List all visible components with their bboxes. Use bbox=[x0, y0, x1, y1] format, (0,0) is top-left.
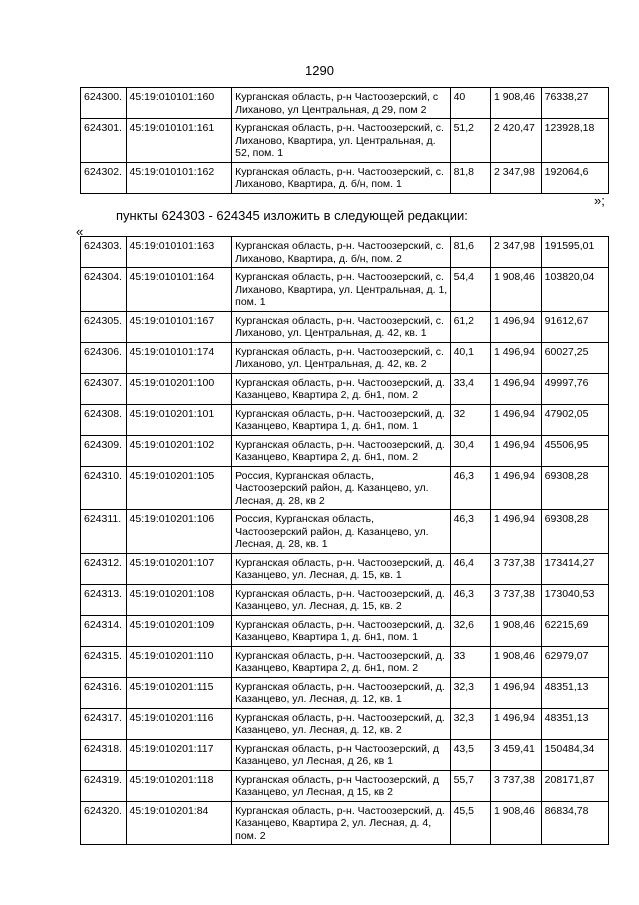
area-cell: 32,3 bbox=[450, 708, 490, 739]
price-cell: 2 347,98 bbox=[490, 237, 541, 268]
price-cell: 1 496,94 bbox=[490, 708, 541, 739]
area-cell: 33,4 bbox=[450, 373, 490, 404]
address-cell: Россия, Курганская область, Частоозерский район, д. Казанцево, ул. Лесная, д. 28, кв. 1 bbox=[232, 510, 450, 554]
closing-quote: »; bbox=[594, 193, 605, 208]
property-table-after bbox=[80, 236, 609, 845]
cost-cell: 47902,05 bbox=[541, 404, 608, 435]
item-number-cell: 624311. bbox=[81, 510, 127, 554]
area-cell: 40 bbox=[450, 88, 490, 119]
item-number-cell: 624315. bbox=[81, 646, 127, 677]
cadastral-number-cell: 45:19:010201:101 bbox=[126, 404, 232, 435]
table-row bbox=[81, 466, 609, 510]
address-cell: Курганская область, р-н. Частоозерский, д. Казанцево, ул. Лесная, д. 15, кв. 1 bbox=[232, 553, 450, 584]
address-cell: Курганская область, р-н. Частоозерский, д. Казанцево, Квартира 2, д. бн1, пом. 2 bbox=[232, 646, 450, 677]
cost-cell: 208171,87 bbox=[541, 770, 608, 801]
table-row bbox=[81, 584, 609, 615]
address-cell: Курганская область, р-н. Частоозерский, с. Лиханово, Квартира, д. б/н, пом. 1 bbox=[232, 162, 450, 193]
address-cell: Курганская область, р-н. Частоозерский, д. Казанцево, Квартира 2, д. бн1, пом. 2 bbox=[232, 373, 450, 404]
cost-cell: 49997,76 bbox=[541, 373, 608, 404]
item-number-cell: 624317. bbox=[81, 708, 127, 739]
price-cell: 3 737,38 bbox=[490, 553, 541, 584]
table-row bbox=[81, 708, 609, 739]
cadastral-number-cell: 45:19:010201:105 bbox=[126, 466, 232, 510]
cadastral-number-cell: 45:19:010201:106 bbox=[126, 510, 232, 554]
table-row bbox=[81, 770, 609, 801]
item-number-cell: 624309. bbox=[81, 435, 127, 466]
cost-cell: 191595,01 bbox=[541, 237, 608, 268]
cost-cell: 173414,27 bbox=[541, 553, 608, 584]
address-cell: Курганская область, р-н. Частоозерский, д. Казанцево, ул. Лесная, д. 15, кв. 2 bbox=[232, 584, 450, 615]
address-cell: Курганская область, р-н. Частоозерский, с. Лиханово, Квартира, ул. Центральная, д. 1, пом. 1 bbox=[232, 268, 450, 312]
area-cell: 61,2 bbox=[450, 311, 490, 342]
area-cell: 40,1 bbox=[450, 342, 490, 373]
item-number-cell: 624312. bbox=[81, 553, 127, 584]
item-number-cell: 624306. bbox=[81, 342, 127, 373]
price-cell: 1 908,46 bbox=[490, 615, 541, 646]
price-cell: 1 496,94 bbox=[490, 466, 541, 510]
price-cell: 1 908,46 bbox=[490, 646, 541, 677]
table-row bbox=[81, 162, 609, 193]
address-cell: Курганская область, р-н. Частоозерский, д. Казанцево, Квартира 1, д. бн1, пом. 1 bbox=[232, 404, 450, 435]
area-cell: 46,3 bbox=[450, 510, 490, 554]
amendment-instruction: пункты 624303 - 624345 изложить в следующей редакции: bbox=[116, 208, 468, 223]
address-cell: Курганская область, р-н. Частоозерский, д. Казанцево, ул. Лесная, д. 12, кв. 1 bbox=[232, 677, 450, 708]
cadastral-number-cell: 45:19:010101:167 bbox=[126, 311, 232, 342]
table-row bbox=[81, 88, 609, 119]
opening-quote: « bbox=[76, 224, 84, 239]
area-cell: 45,5 bbox=[450, 801, 490, 845]
table-row bbox=[81, 404, 609, 435]
item-number-cell: 624320. bbox=[81, 801, 127, 845]
area-cell: 43,5 bbox=[450, 739, 490, 770]
price-cell: 1 908,46 bbox=[490, 88, 541, 119]
address-cell: Курганская область, р-н. Частоозерский, д. Казанцево, Квартира 1, д. бн1, пом. 1 bbox=[232, 615, 450, 646]
address-cell: Курганская область, р-н Частоозерский, д Казанцево, ул Лесная, д 26, кв 1 bbox=[232, 739, 450, 770]
table-row bbox=[81, 677, 609, 708]
cost-cell: 69308,28 bbox=[541, 466, 608, 510]
item-number-cell: 624316. bbox=[81, 677, 127, 708]
table-row bbox=[81, 268, 609, 312]
address-cell: Курганская область, р-н. Частоозерский, д. Казанцево, Квартира 2, д. бн1, пом. 2 bbox=[232, 435, 450, 466]
item-number-cell: 624300. bbox=[81, 88, 127, 119]
address-cell: Курганская область, р-н Частоозерский, с Лиханово, ул Центральная, д 29, пом 2 bbox=[232, 88, 450, 119]
table-row bbox=[81, 510, 609, 554]
table-row bbox=[81, 435, 609, 466]
table-row bbox=[81, 311, 609, 342]
table-row bbox=[81, 615, 609, 646]
area-cell: 51,2 bbox=[450, 119, 490, 163]
cadastral-number-cell: 45:19:010201:118 bbox=[126, 770, 232, 801]
price-cell: 1 496,94 bbox=[490, 373, 541, 404]
table-row bbox=[81, 119, 609, 163]
area-cell: 46,3 bbox=[450, 466, 490, 510]
price-cell: 1 496,94 bbox=[490, 311, 541, 342]
cost-cell: 60027,25 bbox=[541, 342, 608, 373]
cadastral-number-cell: 45:19:010201:115 bbox=[126, 677, 232, 708]
table-row bbox=[81, 801, 609, 845]
item-number-cell: 624302. bbox=[81, 162, 127, 193]
item-number-cell: 624319. bbox=[81, 770, 127, 801]
item-number-cell: 624318. bbox=[81, 739, 127, 770]
cost-cell: 173040,53 bbox=[541, 584, 608, 615]
area-cell: 46,4 bbox=[450, 553, 490, 584]
cost-cell: 76338,27 bbox=[541, 88, 608, 119]
area-cell: 32,6 bbox=[450, 615, 490, 646]
table-row bbox=[81, 739, 609, 770]
address-cell: Курганская область, р-н Частоозерский, д Казанцево, ул Лесная, д 15, кв 2 bbox=[232, 770, 450, 801]
cadastral-number-cell: 45:19:010201:84 bbox=[126, 801, 232, 845]
cadastral-number-cell: 45:19:010101:174 bbox=[126, 342, 232, 373]
table-row bbox=[81, 342, 609, 373]
price-cell: 2 347,98 bbox=[490, 162, 541, 193]
price-cell: 1 496,94 bbox=[490, 510, 541, 554]
cost-cell: 150484,34 bbox=[541, 739, 608, 770]
item-number-cell: 624310. bbox=[81, 466, 127, 510]
cadastral-number-cell: 45:19:010201:108 bbox=[126, 584, 232, 615]
address-cell: Курганская область, р-н. Частоозерский, д. Казанцево, Квартира 2, ул. Лесная, д. 4, пом. 2 bbox=[232, 801, 450, 845]
cost-cell: 192064,6 bbox=[541, 162, 608, 193]
cost-cell: 45506,95 bbox=[541, 435, 608, 466]
item-number-cell: 624308. bbox=[81, 404, 127, 435]
item-number-cell: 624313. bbox=[81, 584, 127, 615]
item-number-cell: 624314. bbox=[81, 615, 127, 646]
cadastral-number-cell: 45:19:010101:164 bbox=[126, 268, 232, 312]
area-cell: 30,4 bbox=[450, 435, 490, 466]
area-cell: 33 bbox=[450, 646, 490, 677]
area-cell: 81,6 bbox=[450, 237, 490, 268]
cost-cell: 103820,04 bbox=[541, 268, 608, 312]
cadastral-number-cell: 45:19:010101:160 bbox=[126, 88, 232, 119]
cadastral-number-cell: 45:19:010201:116 bbox=[126, 708, 232, 739]
price-cell: 1 496,94 bbox=[490, 435, 541, 466]
cadastral-number-cell: 45:19:010201:100 bbox=[126, 373, 232, 404]
cadastral-number-cell: 45:19:010201:102 bbox=[126, 435, 232, 466]
cost-cell: 62215,69 bbox=[541, 615, 608, 646]
area-cell: 81,8 bbox=[450, 162, 490, 193]
price-cell: 1 496,94 bbox=[490, 677, 541, 708]
price-cell: 3 737,38 bbox=[490, 584, 541, 615]
price-cell: 1 496,94 bbox=[490, 404, 541, 435]
price-cell: 1 496,94 bbox=[490, 342, 541, 373]
address-cell: Курганская область, р-н. Частоозерский, с. Лиханово, ул. Центральная, д. 42, кв. 1 bbox=[232, 311, 450, 342]
page-number: 1290 bbox=[305, 63, 334, 78]
cadastral-number-cell: 45:19:010201:107 bbox=[126, 553, 232, 584]
area-cell: 46,3 bbox=[450, 584, 490, 615]
item-number-cell: 624305. bbox=[81, 311, 127, 342]
price-cell: 1 908,46 bbox=[490, 801, 541, 845]
cadastral-number-cell: 45:19:010201:110 bbox=[126, 646, 232, 677]
item-number-cell: 624307. bbox=[81, 373, 127, 404]
table-row bbox=[81, 646, 609, 677]
price-cell: 1 908,46 bbox=[490, 268, 541, 312]
area-cell: 32 bbox=[450, 404, 490, 435]
item-number-cell: 624303. bbox=[81, 237, 127, 268]
price-cell: 2 420,47 bbox=[490, 119, 541, 163]
address-cell: Россия, Курганская область, Частоозерский район, д. Казанцево, ул. Лесная, д. 28, кв 2 bbox=[232, 466, 450, 510]
price-cell: 3 737,38 bbox=[490, 770, 541, 801]
cost-cell: 91612,67 bbox=[541, 311, 608, 342]
address-cell: Курганская область, р-н. Частоозерский, с. Лиханово, Квартира, ул. Центральная, д. 52, пом. 1 bbox=[232, 119, 450, 163]
item-number-cell: 624304. bbox=[81, 268, 127, 312]
cadastral-number-cell: 45:19:010101:163 bbox=[126, 237, 232, 268]
area-cell: 54,4 bbox=[450, 268, 490, 312]
table-row bbox=[81, 553, 609, 584]
table-row bbox=[81, 237, 609, 268]
cadastral-number-cell: 45:19:010101:162 bbox=[126, 162, 232, 193]
address-cell: Курганская область, р-н. Частоозерский, с. Лиханово, Квартира, д. б/н, пом. 2 bbox=[232, 237, 450, 268]
item-number-cell: 624301. bbox=[81, 119, 127, 163]
cadastral-number-cell: 45:19:010201:117 bbox=[126, 739, 232, 770]
cost-cell: 69308,28 bbox=[541, 510, 608, 554]
price-cell: 3 459,41 bbox=[490, 739, 541, 770]
cost-cell: 48351,13 bbox=[541, 708, 608, 739]
address-cell: Курганская область, р-н. Частоозерский, д. Казанцево, ул. Лесная, д. 12, кв. 2 bbox=[232, 708, 450, 739]
cadastral-number-cell: 45:19:010201:109 bbox=[126, 615, 232, 646]
table-row bbox=[81, 373, 609, 404]
cost-cell: 48351,13 bbox=[541, 677, 608, 708]
area-cell: 55,7 bbox=[450, 770, 490, 801]
property-table-before bbox=[80, 87, 609, 194]
address-cell: Курганская область, р-н. Частоозерский, с. Лиханово, ул. Центральная, д. 42, кв. 2 bbox=[232, 342, 450, 373]
cadastral-number-cell: 45:19:010101:161 bbox=[126, 119, 232, 163]
area-cell: 32,3 bbox=[450, 677, 490, 708]
cost-cell: 62979,07 bbox=[541, 646, 608, 677]
cost-cell: 123928,18 bbox=[541, 119, 608, 163]
cost-cell: 86834,78 bbox=[541, 801, 608, 845]
